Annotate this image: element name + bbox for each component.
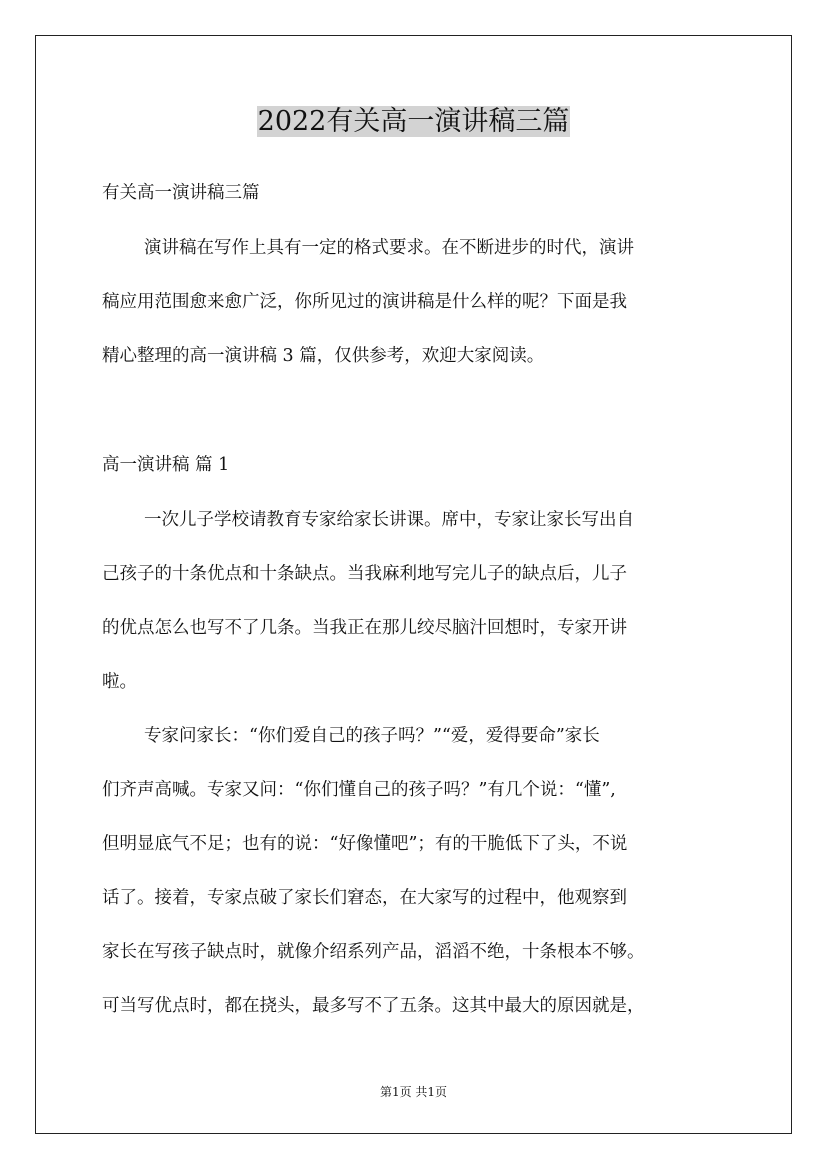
document-title: 2022有关高一演讲稿三篇 [257, 106, 570, 137]
intro-line-3: 精心整理的高一演讲稿 3 篇，仅供参考，欢迎大家阅读。 [102, 346, 545, 366]
intro-line-2: 稿应用范围愈来愈广泛，你所见过的演讲稿是什么样的呢？下面是我 [102, 292, 627, 312]
paragraph1-line-2: 己孩子的十条优点和十条缺点。当我麻利地写完儿子的缺点后，儿子 [102, 564, 627, 584]
paragraph2-line-6: 可当写优点时，都在挠头，最多写不了五条。这其中最大的原因就是， [102, 996, 645, 1016]
page-number: 第1页 共1页 [379, 1085, 448, 1099]
document-subtitle: 有关高一演讲稿三篇 [102, 183, 260, 203]
paragraph2-line-2: 们齐声高喊。专家又问：“你们懂自己的孩子吗？”有几个说：“懂”, [102, 780, 616, 800]
section-heading: 高一演讲稿 篇 1 [102, 455, 230, 475]
paragraph2-line-1: 专家问家长：“你们爱自己的孩子吗？”“爱，爱得要命”家长 [144, 726, 600, 746]
paragraph1-line-1: 一次儿子学校请教育专家给家长讲课。席中，专家让家长写出自 [144, 510, 634, 530]
paragraph1-line-3: 的优点怎么也写不了几条。当我正在那儿绞尽脑汁回想时，专家开讲 [102, 618, 627, 638]
paragraph2-line-5: 家长在写孩子缺点时，就像介绍系列产品，滔滔不绝，十条根本不够。 [102, 942, 645, 962]
paragraph2-line-3: 但明显底气不足；也有的说：“好像懂吧”；有的干脆低下了头，不说 [102, 834, 628, 854]
paragraph2-line-4: 话了。接着，专家点破了家长们窘态，在大家写的过程中，他观察到 [102, 888, 627, 908]
paragraph1-line-4: 啦。 [102, 672, 137, 692]
intro-line-1: 演讲稿在写作上具有一定的格式要求。在不断进步的时代，演讲 [144, 238, 634, 258]
